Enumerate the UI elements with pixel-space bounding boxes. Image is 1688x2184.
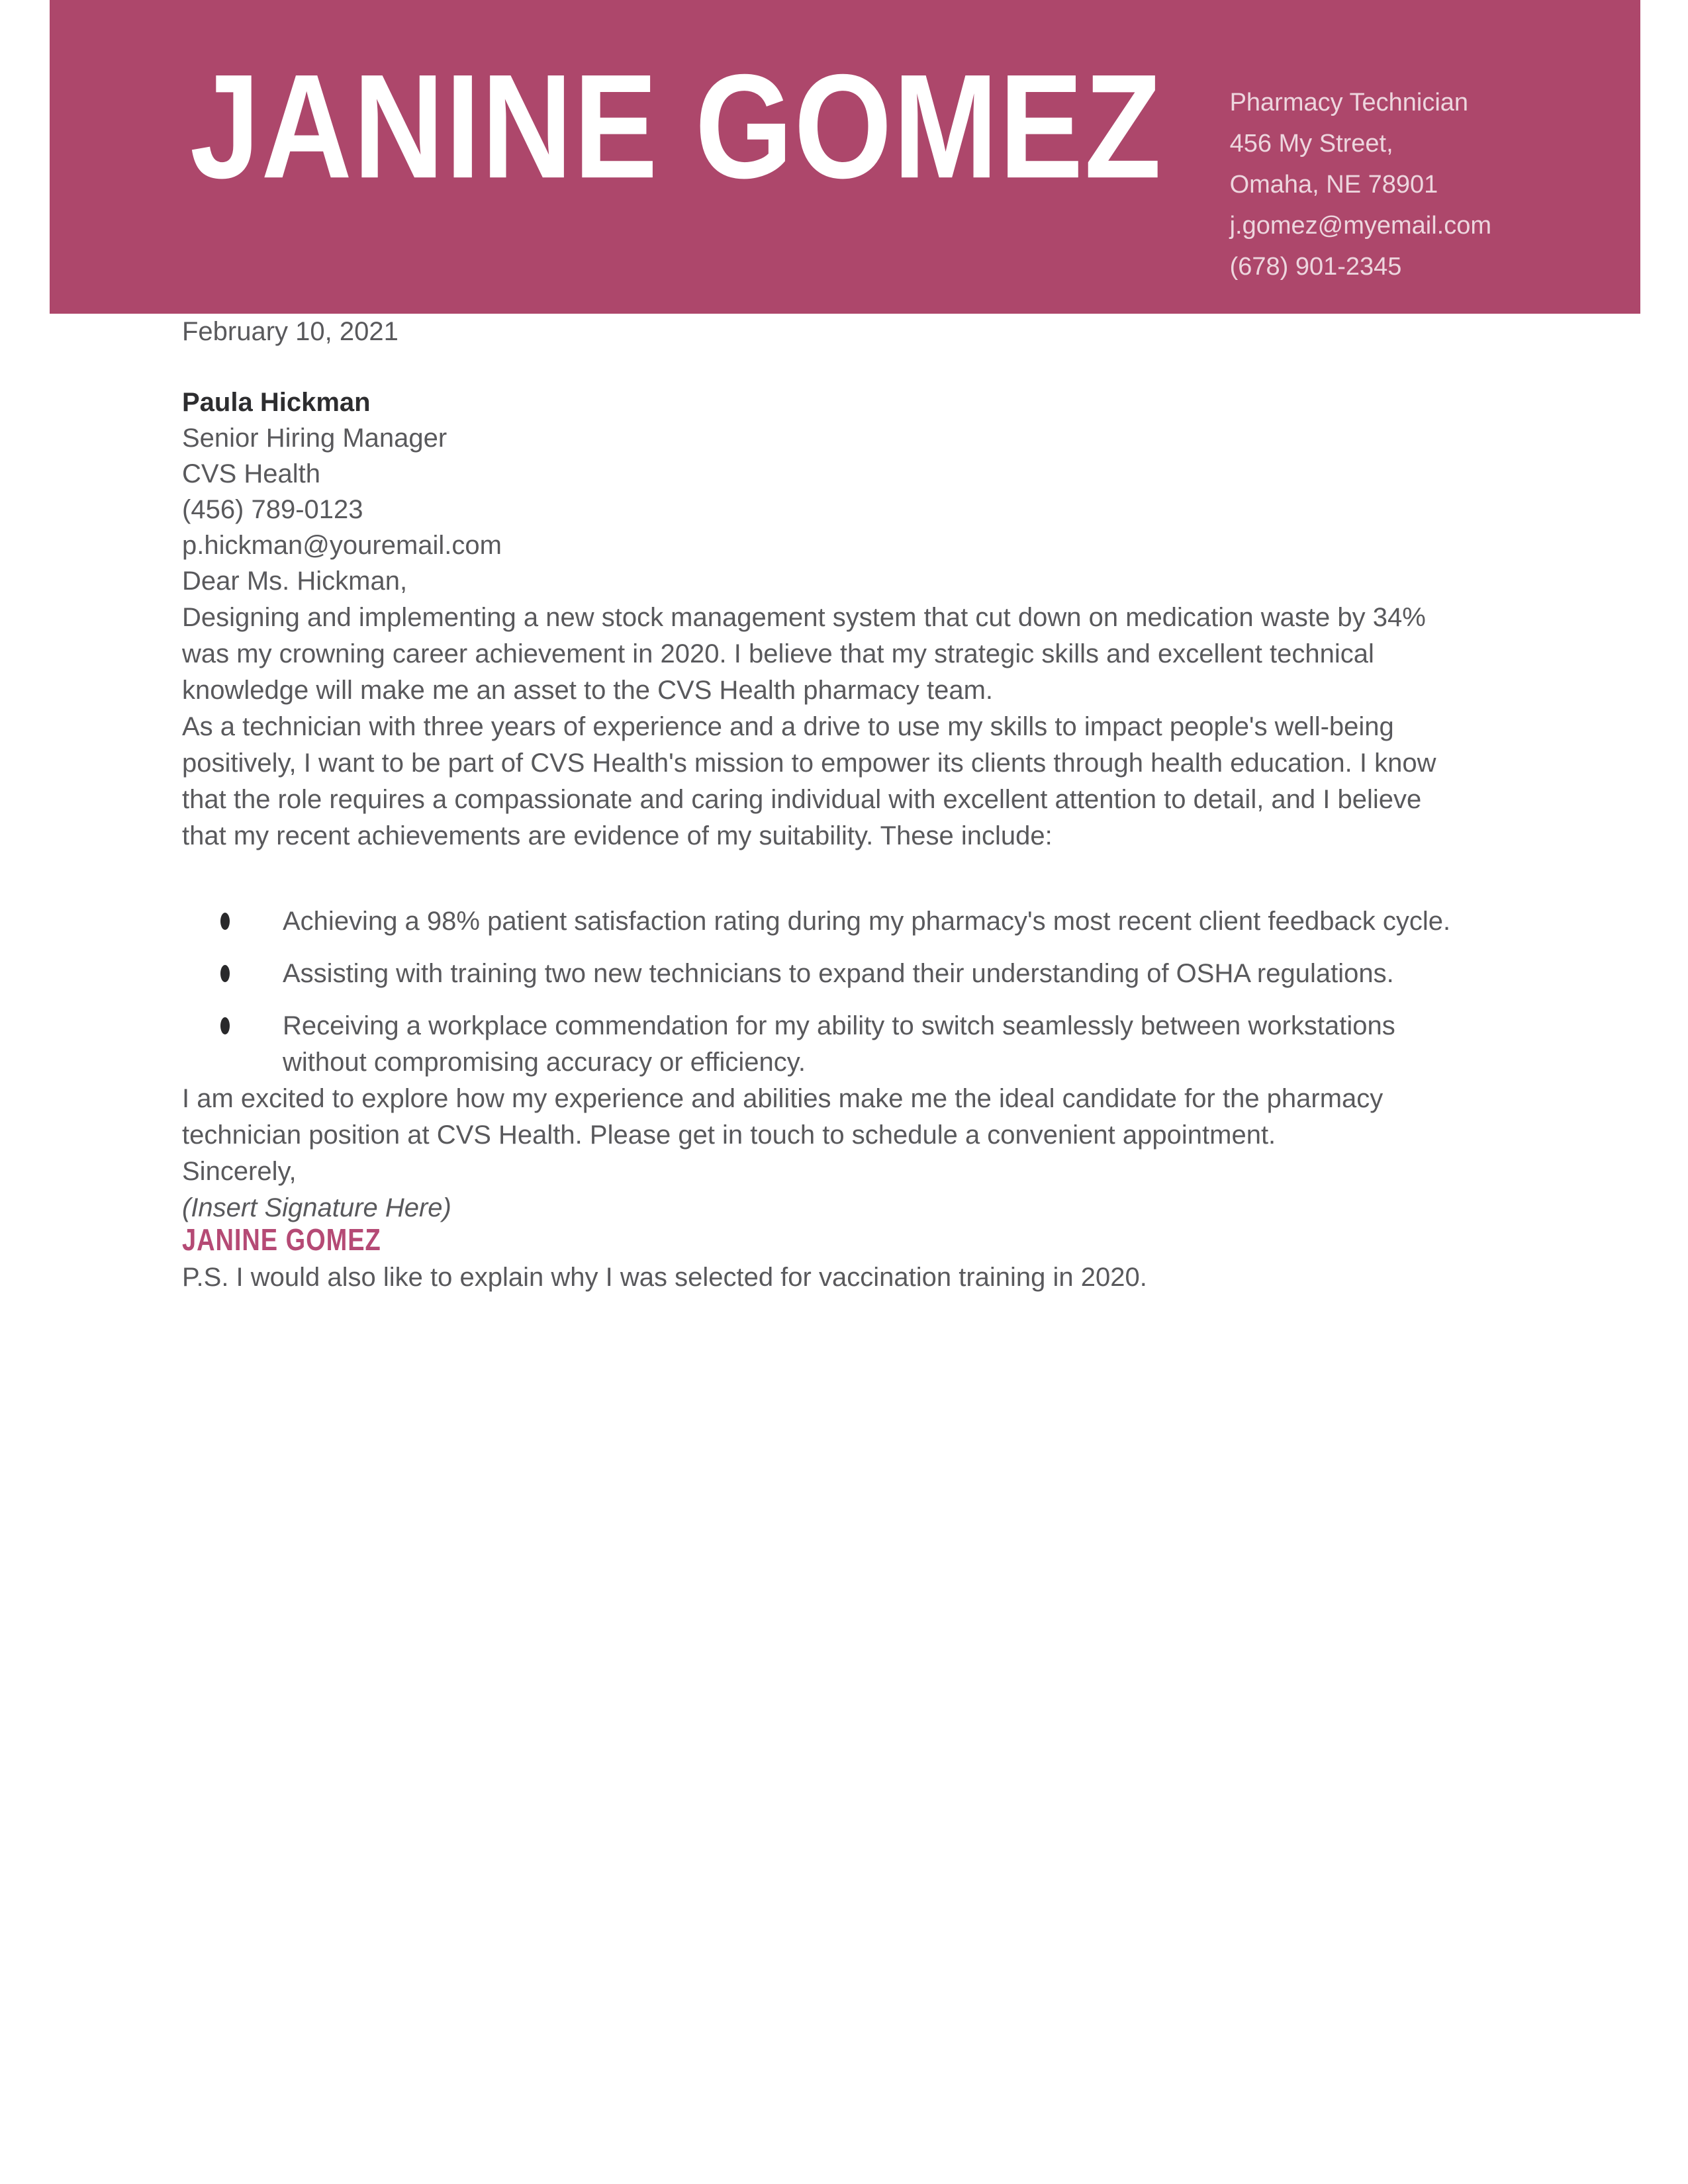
list-item: [182, 1008, 1473, 1081]
recipient-name: Paula Hickman: [182, 388, 371, 417]
recipient-email: p.hickman@youremail.com: [182, 531, 502, 560]
achievements-list: [182, 903, 1473, 1081]
recipient-title: Senior Hiring Manager: [182, 424, 447, 453]
contact-phone: (678) 901-2345: [1229, 253, 1402, 281]
paragraph-experience: As a technician with three years of experience and a drive to use my skills to impact people's well-being positively, I want to be part of CVS Health's mission to empower its clients through health education. I know that the role requires a compassionate and caring individual with excellent attention to detail, and I believe that my recent achievements are evidence of my suitability. These include:: [182, 712, 1436, 850]
list-item-text: Receiving a workplace commendation for my ability to switch seamlessly between workstations without compromising accuracy or efficiency.: [283, 1011, 1395, 1077]
header-banner: [50, 0, 1640, 314]
closing-paragraph: I am excited to explore how my experience and abilities make me the ideal candidate for the pharmacy technician position at CVS Health. Please get in touch to schedule a convenient appointment.: [182, 1084, 1383, 1150]
contact-street: 456 My Street,: [1229, 130, 1393, 158]
recipient-phone: (456) 789-0123: [182, 495, 363, 524]
bullet-icon: [220, 1017, 230, 1034]
paragraph-opening: Designing and implementing a new stock management system that cut down on medication waste by 34% was my crowning career achievement in 2020. I believe that my strategic skills and excellent technical knowledge will make me an asset to the CVS Health pharmacy team.: [182, 603, 1426, 705]
signature-name: JANINE GOMEZ: [182, 1223, 381, 1257]
signature-placeholder: (Insert Signature Here): [182, 1193, 451, 1222]
signoff: Sincerely,: [182, 1157, 297, 1186]
bullet-icon: [220, 965, 230, 982]
recipient-company: CVS Health: [182, 459, 320, 488]
contact-city-state-zip: Omaha, NE 78901: [1229, 171, 1438, 199]
contact-email: j.gomez@myemail.com: [1229, 212, 1491, 240]
bullet-icon: [220, 913, 230, 930]
letter-date: February 10, 2021: [182, 317, 399, 346]
list-item-text: Achieving a 98% patient satisfaction rating during my pharmacy's most recent client feedback cycle.: [283, 907, 1451, 936]
recipient-block: [182, 385, 1473, 563]
letter-body: [182, 314, 1473, 1296]
greeting: Dear Ms. Hickman,: [182, 567, 408, 596]
header-contact-block: [1230, 82, 1491, 287]
contact-job-title: Pharmacy Technician: [1229, 89, 1469, 116]
list-item: [182, 903, 1473, 940]
postscript: P.S. I would also like to explain why I was selected for vaccination training in 2020.: [182, 1263, 1147, 1292]
header-name: JANINE GOMEZ: [190, 44, 1163, 210]
list-item-text: Assisting with training two new technicians to expand their understanding of OSHA regulations.: [283, 959, 1394, 988]
list-item: [182, 956, 1473, 992]
